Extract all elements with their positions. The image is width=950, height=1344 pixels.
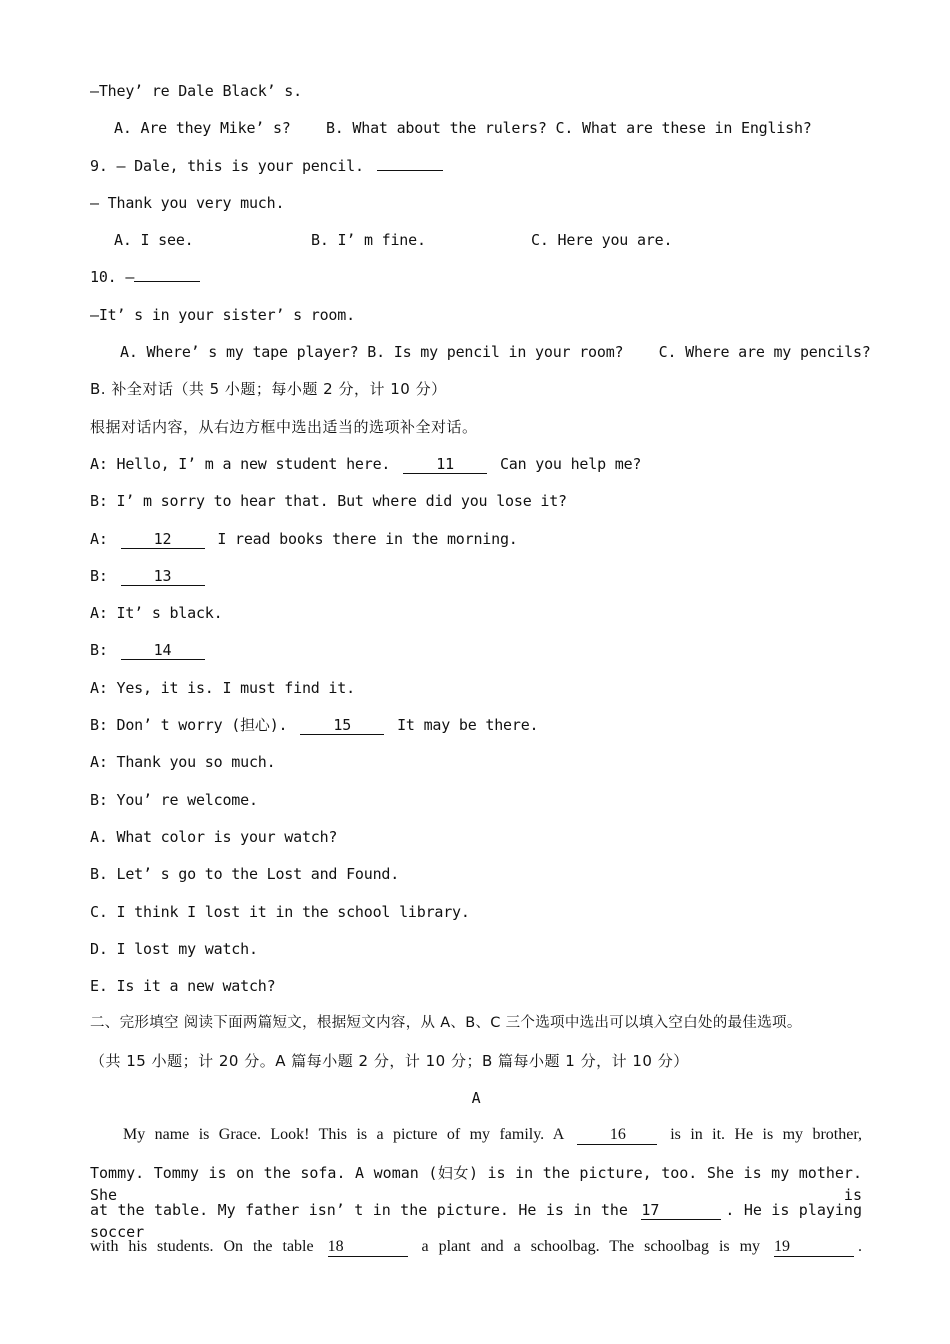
q9-option-a: A. I see. xyxy=(114,231,194,250)
dialogue-line-a4: A: Yes, it is. I must find it. xyxy=(90,678,355,697)
dialogue-line-a2 xyxy=(90,528,862,565)
passage-text: with his students. On the table xyxy=(90,1238,314,1256)
passage-label: A xyxy=(471,1089,481,1108)
q9-prompt: — Dale, this is your pencil. xyxy=(116,156,364,175)
dialogue-line-b3 xyxy=(90,639,862,676)
dialogue-line-a1 xyxy=(90,453,862,490)
blank-13[interactable]: 13 xyxy=(121,567,205,586)
dialogue-text: B: xyxy=(90,566,108,585)
passage-line-4 xyxy=(90,1236,862,1273)
dialogue-line-b2 xyxy=(90,565,862,602)
dialogue-line-b1: B: I’ m sorry to hear that. But where did you lose it? xyxy=(90,492,567,511)
dialogue-line-b4 xyxy=(90,714,862,751)
passage-text: a plant and a schoolbag. The schoolbag is my xyxy=(421,1238,761,1256)
q8-options: A. Are they Mike’ s? B. What about the rulers? C. What are these in English? xyxy=(114,119,812,138)
blank-17[interactable]: 17 xyxy=(641,1201,721,1220)
q9-prompt-line xyxy=(90,155,862,192)
section-2-heading: 二、完形填空 阅读下面两篇短文，根据短文内容，从 A、B、C 三个选项中选出可以填入空白处的最佳选项。 xyxy=(90,1015,802,1032)
dialogue-text: B: Don’ t worry (担心). xyxy=(90,716,288,735)
passage-text: My name is Grace. Look! This is a picture of my family. A xyxy=(123,1126,564,1144)
passage-text: . xyxy=(858,1238,863,1256)
q10-number: 10. xyxy=(90,268,117,287)
dialogue-line-a3: A: It’ s black. xyxy=(90,604,223,623)
q10-prompt-line xyxy=(90,266,862,303)
q9-options xyxy=(90,229,862,266)
q9-reply: — Thank you very much. xyxy=(90,193,285,212)
blank-15[interactable]: 15 xyxy=(300,716,384,735)
choice-a: A. What color is your watch? xyxy=(90,827,338,846)
dialogue-text: B: xyxy=(90,641,108,660)
q8-answer-line: —They’ re Dale Black’ s. xyxy=(90,82,302,100)
q9-option-b: B. I’ m fine. xyxy=(311,231,426,250)
q9-answer-blank[interactable] xyxy=(377,156,443,171)
section-b-heading: B. 补全对话（共 5 小题；每小题 2 分，计 10 分） xyxy=(90,380,447,399)
q9-number: 9. xyxy=(90,156,108,175)
blank-12[interactable]: 12 xyxy=(121,530,205,549)
choice-c: C. I think I lost it in the school library. xyxy=(90,902,470,921)
dialogue-text: A: xyxy=(90,529,108,548)
section-b-instruction: 根据对话内容，从右边方框中选出适当的选项补全对话。 xyxy=(90,417,478,436)
choice-b: B. Let’ s go to the Lost and Found. xyxy=(90,865,400,884)
dialogue-text: It may be there. xyxy=(397,716,539,735)
exam-page xyxy=(90,80,871,1274)
passage-line-3 xyxy=(90,1199,862,1241)
blank-14[interactable]: 14 xyxy=(121,641,205,660)
blank-11[interactable]: 11 xyxy=(403,455,487,474)
passage-text: . He is playing soccer xyxy=(90,1200,862,1241)
blank-19[interactable]: 19 xyxy=(774,1238,854,1257)
dialogue-text: I read books there in the morning. xyxy=(217,529,518,548)
passage-line-2: Tommy. Tommy is on the sofa. A woman (妇女) is in the picture, too. She is my mother. She is xyxy=(90,1163,862,1204)
q10-answer-blank[interactable] xyxy=(134,267,200,282)
section-2-note: （共 15 小题；计 20 分。A 篇每小题 2 分，计 10 分；B 篇每小题 1 分，计 10 分） xyxy=(90,1051,689,1070)
blank-16[interactable]: 16 xyxy=(577,1126,657,1145)
choice-e: E. Is it a new watch? xyxy=(90,977,276,996)
q10-options: A. Where’ s my tape player? B. Is my pencil in your room? C. Where are my pencils? xyxy=(120,343,871,362)
passage-line-1 xyxy=(90,1124,862,1161)
passage-text: at the table. My father isn’ t in the picture. He is in the xyxy=(90,1200,628,1219)
dialogue-text: A: Hello, I’ m a new student here. xyxy=(90,454,391,473)
passage-text: is in it. He is my brother, xyxy=(670,1126,863,1144)
q10-reply: —It’ s in your sister’ s room. xyxy=(90,305,355,324)
dialogue-line-b5: B: You’ re welcome. xyxy=(90,790,258,809)
blank-18[interactable]: 18 xyxy=(328,1238,408,1257)
q9-option-c: C. Here you are. xyxy=(531,231,673,250)
choice-d: D. I lost my watch. xyxy=(90,939,258,958)
dialogue-line-a5: A: Thank you so much. xyxy=(90,753,276,772)
dialogue-text: Can you help me? xyxy=(499,454,642,473)
q10-prompt: — xyxy=(125,268,135,287)
